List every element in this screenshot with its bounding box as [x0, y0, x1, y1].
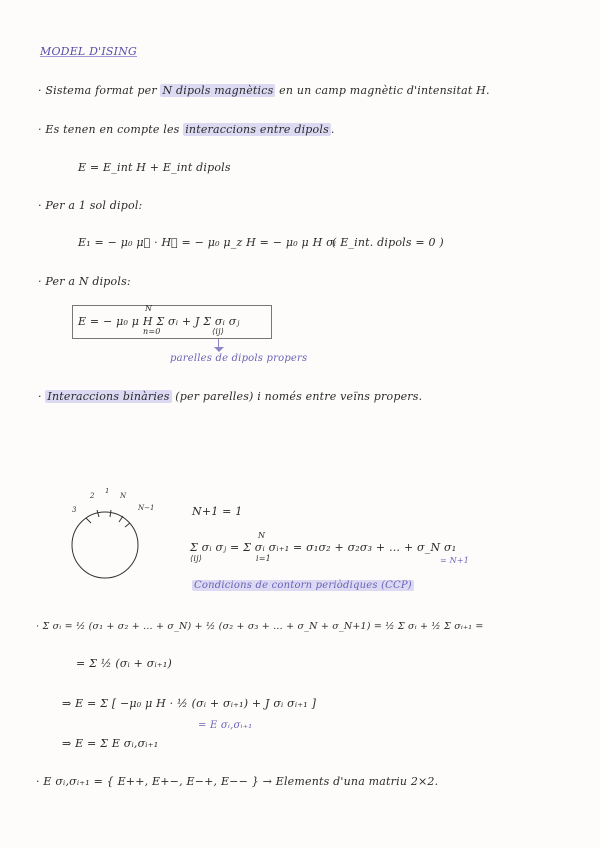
equation-1: E = E_int H + E_int dipols [78, 161, 231, 174]
annotation-ccp [192, 580, 414, 591]
ring-label: 2 [90, 492, 95, 500]
text-line-3: · Per a 1 sol dipol: [38, 199, 143, 212]
text-span: en un camp magnètic d'intensitat H. [275, 84, 490, 97]
sum-upper-limit: N [145, 304, 153, 313]
annotation-energy: = E σᵢ,σᵢ₊₁ [198, 720, 253, 731]
highlight: Interaccions binàries [47, 390, 170, 403]
equation-2-note: ( E_int. dipols = 0 ) [332, 236, 444, 249]
ring-label: N−1 [138, 504, 155, 512]
highlight: interaccions entre dipols [185, 123, 329, 136]
text-line-1 [38, 84, 490, 97]
sum-upper-limit: N [258, 531, 266, 540]
equation-3: E = − μ₀ μ H Σ σᵢ + J Σ σᵢ σⱼ [78, 315, 240, 328]
equation-4: N+1 = 1 [192, 505, 243, 518]
equation-2: E₁ = − μ₀ μ⃗ · H⃗ = − μ₀ μ_z H = − μ₀ μ H σᵢ [78, 236, 337, 249]
equation-5: Σ σᵢ σⱼ = Σ σᵢ σᵢ₊₁ = σ₁σ₂ + σ₂σ₃ + … + σ_N σ₁ [190, 541, 457, 554]
text-line-2 [38, 123, 335, 136]
ring-diagram [60, 488, 180, 593]
annotation-pairs: parelles de dipols propers [170, 353, 308, 364]
ring-tick [125, 523, 130, 527]
ring-tick [86, 518, 91, 523]
highlight: N dipols magnètics [162, 84, 274, 97]
text-span: · Sistema format per [38, 84, 161, 97]
sum-lower-limit-2: ⟨ij⟩ [212, 327, 225, 336]
sum-sub-ij: ⟨ij⟩ [190, 554, 203, 563]
highlight: Condicions de contorn periòdiques (CCP) [194, 580, 412, 591]
ring-label: N [120, 492, 127, 500]
text-span: . [330, 123, 335, 136]
sum-lower-limit: i=1 [256, 554, 271, 563]
ring-label: 3 [72, 506, 77, 514]
ring-label: 1 [105, 488, 110, 495]
sum-lower-limit: n=0 [143, 327, 161, 336]
arrow-down-head [214, 347, 224, 352]
text-span: · Es tenen en compte les [38, 123, 184, 136]
ring-tick [119, 516, 123, 522]
text-line-5: · Interaccions binàries (per parelles) i només entre veïns propers. [38, 390, 423, 403]
equation-7: = Σ ½ (σᵢ + σᵢ₊₁) [76, 657, 172, 670]
ring-tick [97, 510, 99, 517]
ring-circle [72, 512, 138, 578]
equation-8: ⇒ E = Σ [ −μ₀ μ H · ½ (σᵢ + σᵢ₊₁) + J σᵢ σᵢ₊₁ ] [62, 697, 317, 710]
equation-6: · Σ σᵢ = ½ (σ₁ + σ₂ + … + σ_N) + ½ (σ₂ + σ₃ + … + σ_N + σ_N+1) = ½ Σ σᵢ + ½ Σ σᵢ₊₁ = [36, 621, 484, 632]
equation-10: · E σᵢ,σᵢ₊₁ = { E++, E+−, E−+, E−− } → Elements d'una matriu 2×2. [36, 775, 439, 788]
equation-9: ⇒ E = Σ E σᵢ,σᵢ₊₁ [62, 737, 159, 750]
text-span: (per parelles) i només entre veïns propers. [171, 390, 423, 403]
ring-tick [110, 510, 111, 517]
page-title: MODEL D'ISING [40, 45, 138, 58]
periodic-note: = N+1 [440, 556, 470, 565]
text-line-4: · Per a N dipols: [38, 275, 131, 288]
